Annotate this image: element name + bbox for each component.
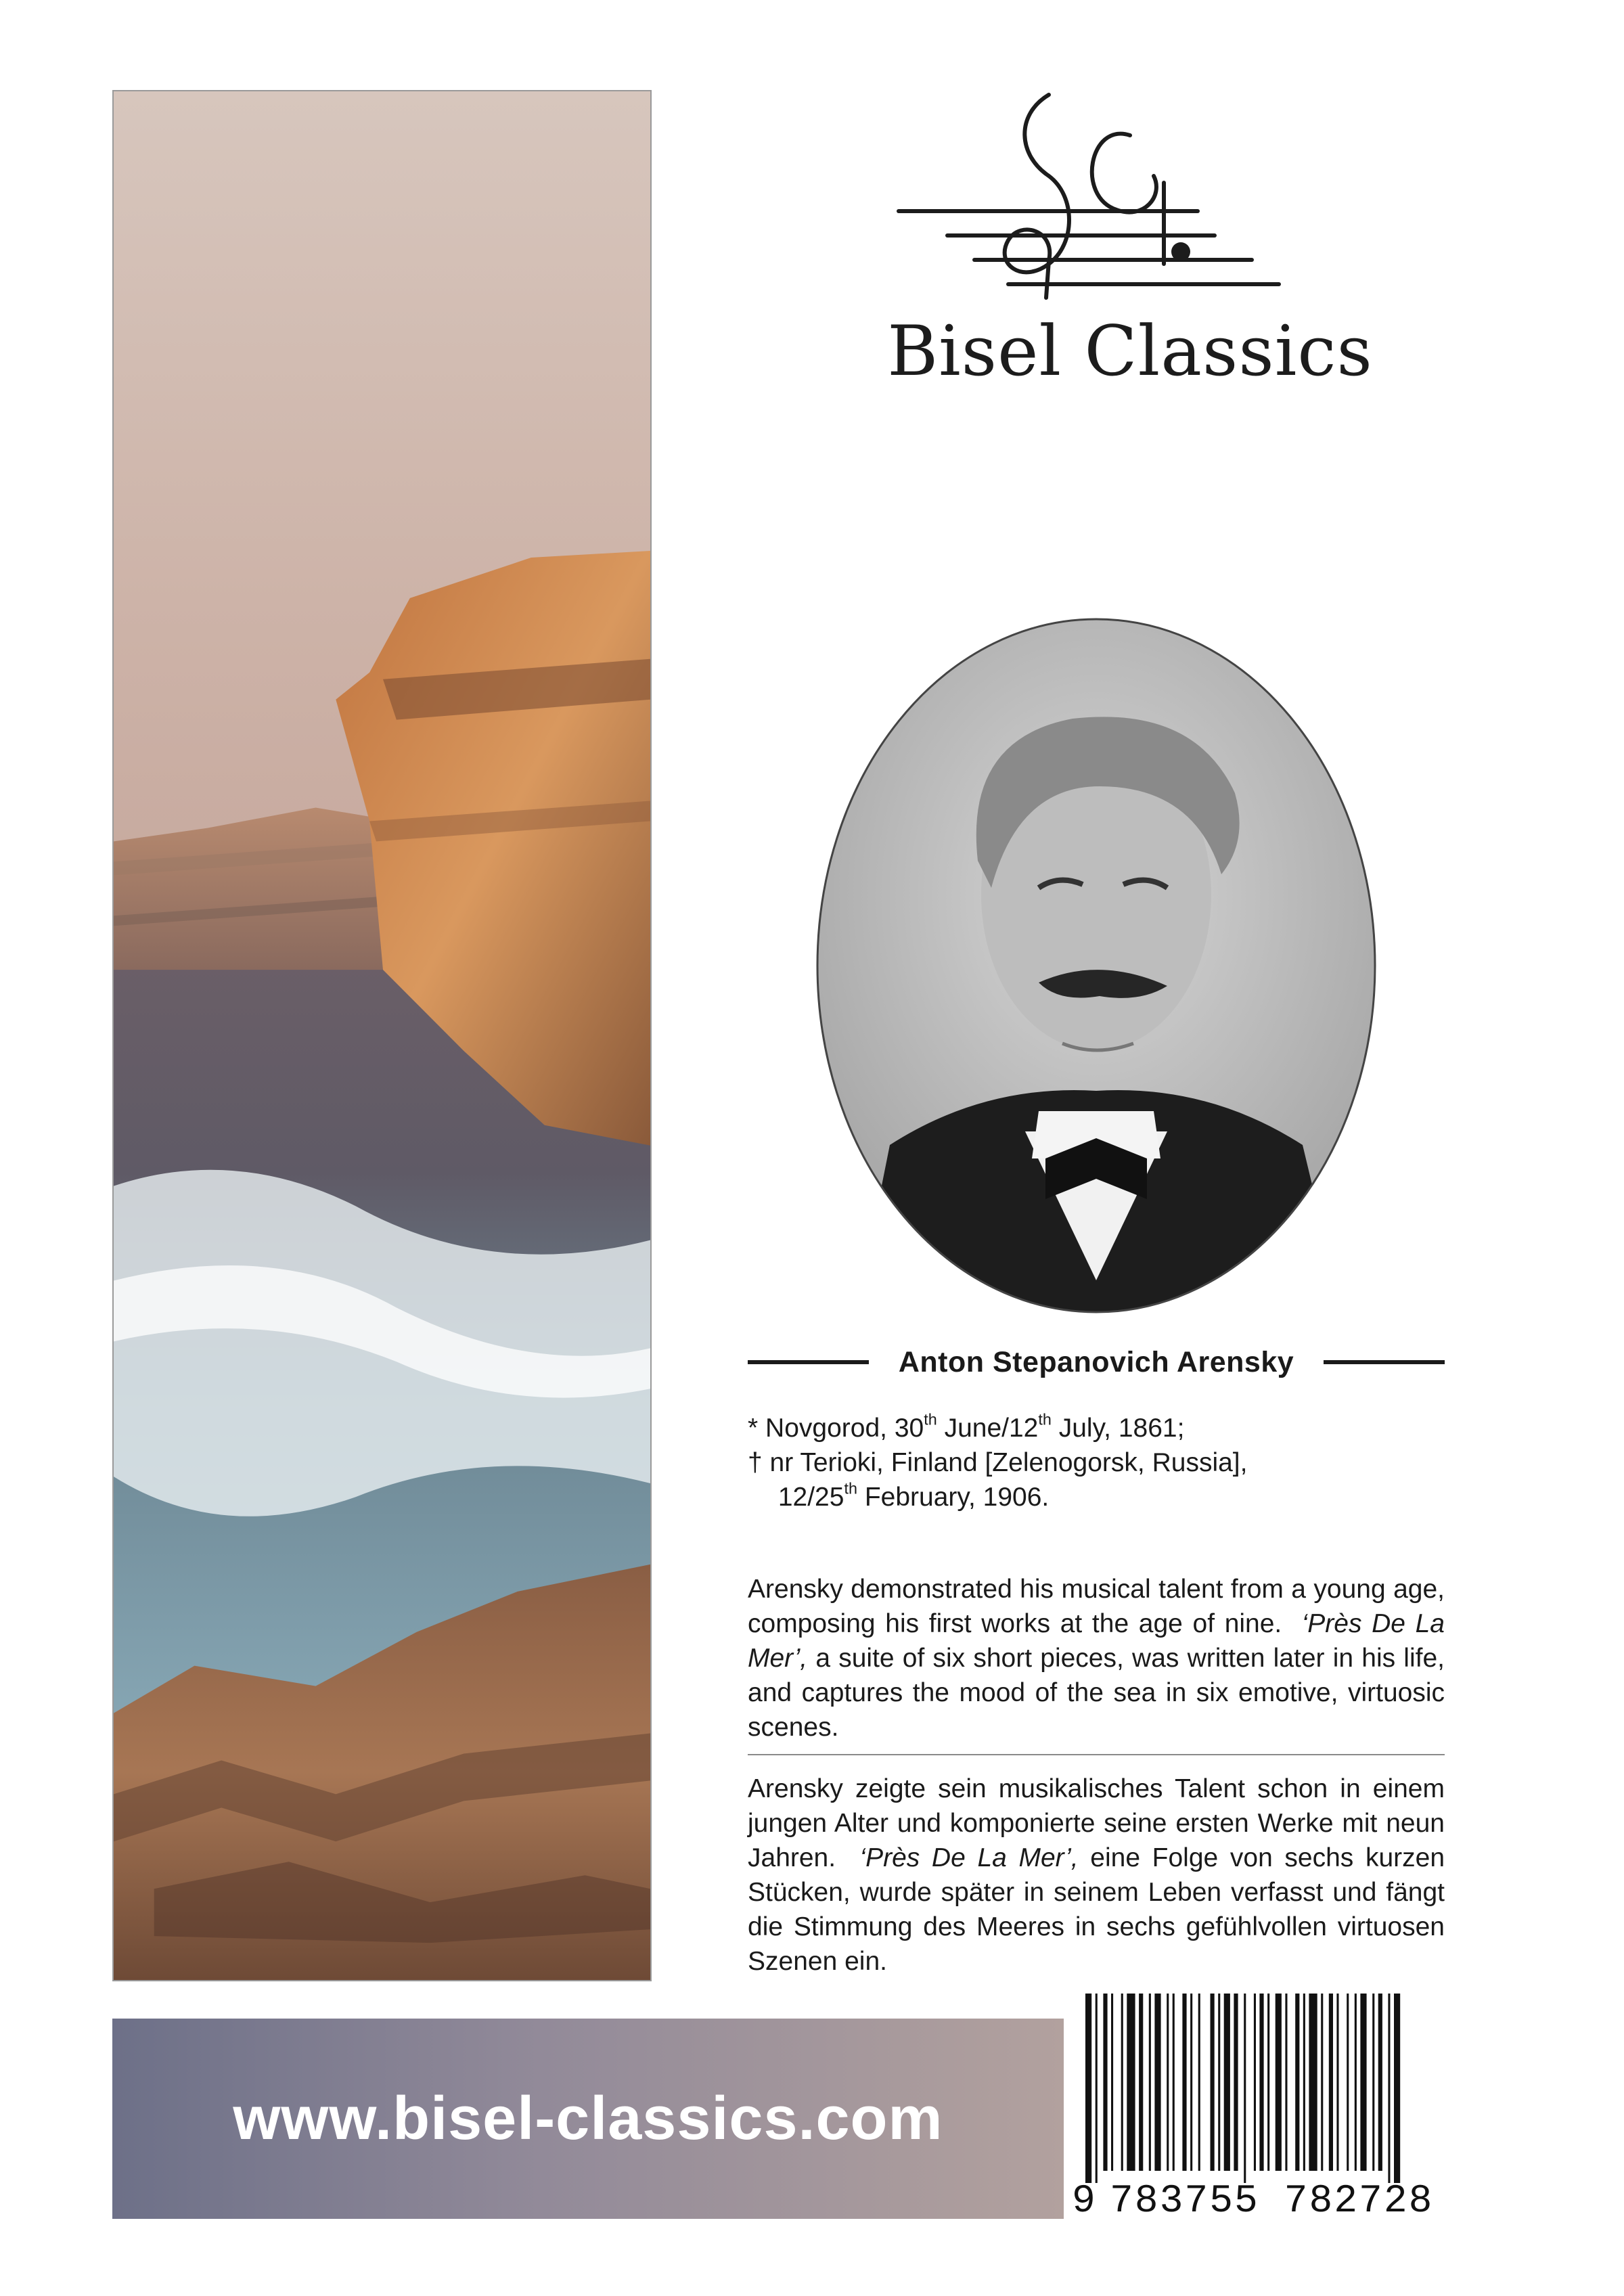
death-place: nr Terioki, Finland [Zelenogorsk, Russia],: [769, 1448, 1248, 1477]
website-url[interactable]: www.bisel-classics.com: [233, 2084, 943, 2153]
barcode-bar: [1085, 1994, 1091, 2183]
barcode-bar: [1103, 1994, 1107, 2171]
barcode-bar: [1329, 1994, 1333, 2171]
barcode-bar: [1388, 1994, 1390, 2183]
brand-logo: [846, 81, 1414, 406]
birth-line: [748, 1411, 1451, 1445]
barcode-bar: [1378, 1994, 1382, 2171]
composer-name: Anton Stepanovich Arensky: [898, 1345, 1294, 1378]
barcode-bar: [1360, 1994, 1366, 2171]
death-day: 12/25: [777, 1483, 844, 1512]
birth-month-suffix: th: [1038, 1410, 1052, 1428]
bio-en-title: ‘Près De La Mer’,: [748, 1609, 1445, 1673]
barcode-bar: [1127, 1994, 1135, 2171]
barcode-bar: [1190, 1994, 1192, 2171]
barcode-bar: [1198, 1994, 1200, 2171]
barcode-bar: [1259, 1994, 1263, 2171]
isbn-first-digit: 9: [1072, 2180, 1096, 2224]
birth-month: June/12: [944, 1414, 1039, 1443]
birth-symbol: *: [748, 1414, 759, 1443]
barcode-bars: [1072, 1994, 1441, 2183]
birth-day: 30: [894, 1414, 924, 1443]
barcode-bar: [1285, 1994, 1287, 2171]
bio-en-part1: Arensky demonstrated his musical talent from a young age, composing his first works at the age of nine.: [748, 1575, 1445, 1638]
barcode-bar: [1244, 1994, 1246, 2183]
heading-rule-right: [1324, 1360, 1445, 1364]
isbn-number: [1072, 2182, 1441, 2222]
barcode-bar: [1139, 1994, 1143, 2171]
barcode-bar: [1121, 1994, 1123, 2171]
bio-english: [748, 1572, 1445, 1744]
website-banner: [112, 2019, 1064, 2219]
barcode-bar: [1309, 1994, 1317, 2171]
barcode-bar: [1211, 1994, 1215, 2171]
barcode-bar: [1321, 1994, 1323, 2171]
barcode-bar: [1224, 1994, 1230, 2171]
portrait-illustration: [815, 617, 1377, 1314]
death-date-line: [748, 1480, 1451, 1514]
barcode-bar: [1173, 1994, 1175, 2171]
barcode-bar: [1149, 1994, 1151, 2171]
isbn-barcode: [1072, 1994, 1441, 2228]
barcode-bar: [1234, 1994, 1238, 2171]
cover-photo-sea-cliffs: [112, 90, 652, 1981]
death-line: [748, 1445, 1451, 1480]
barcode-bar: [1218, 1994, 1220, 2171]
barcode-bar: [1167, 1994, 1169, 2171]
life-dates: [748, 1411, 1451, 1514]
birth-place: Novgorod,: [765, 1414, 887, 1443]
barcode-bar: [1254, 1994, 1256, 2171]
barcode-bar: [1111, 1994, 1113, 2171]
barcode-bar: [1394, 1994, 1400, 2183]
bio-de-part1: Arensky zeigte sein musikalisches Talent schon in einem jungen Alter und komponierte seine ersten Werke mit neun Jahren.: [748, 1774, 1445, 1872]
composer-heading: [748, 1338, 1445, 1386]
barcode-bar: [1336, 1994, 1338, 2171]
isbn-remaining-digits: 783755 782728: [1110, 2180, 1434, 2224]
birth-day-suffix: th: [924, 1410, 937, 1428]
barcode-bar: [1276, 1994, 1282, 2171]
bio-en-part2: a suite of six short pieces, was written later in his life, and captures the mood of the sea in six emotive, virtuosic scenes.: [748, 1644, 1445, 1742]
bio-de-part2: eine Folge von sechs kurzen Stücken, wurde später in seinem Leben verfasst und fängt die Stimmung des Meeres in sechs gefühlvollen virtuosen Szenen ein.: [748, 1843, 1445, 1976]
barcode-bar: [1267, 1994, 1269, 2171]
death-rest: February, 1906.: [864, 1483, 1050, 1512]
barcode-bar: [1347, 1994, 1349, 2171]
barcode-bar: [1355, 1994, 1357, 2171]
heading-rule-left: [748, 1360, 869, 1364]
sea-cliffs-illustration: [114, 91, 650, 1980]
composer-portrait: [815, 617, 1377, 1314]
barcode-bar: [1182, 1994, 1186, 2171]
paragraph-divider: [748, 1754, 1445, 1755]
death-symbol: †: [748, 1448, 763, 1477]
death-day-suffix: th: [844, 1479, 857, 1498]
treble-clef-staff-icon: [846, 81, 1414, 311]
bio-german: [748, 1772, 1445, 1979]
birth-rest: July, 1861;: [1058, 1414, 1185, 1443]
barcode-bar: [1096, 1994, 1098, 2183]
barcode-bar: [1372, 1994, 1374, 2171]
barcode-bar: [1154, 1994, 1160, 2171]
barcode-bar: [1303, 1994, 1305, 2171]
bio-de-title: ‘Près De La Mer’,: [859, 1843, 1079, 1872]
barcode-bar: [1295, 1994, 1299, 2171]
brand-name: Bisel Classics: [887, 311, 1373, 392]
